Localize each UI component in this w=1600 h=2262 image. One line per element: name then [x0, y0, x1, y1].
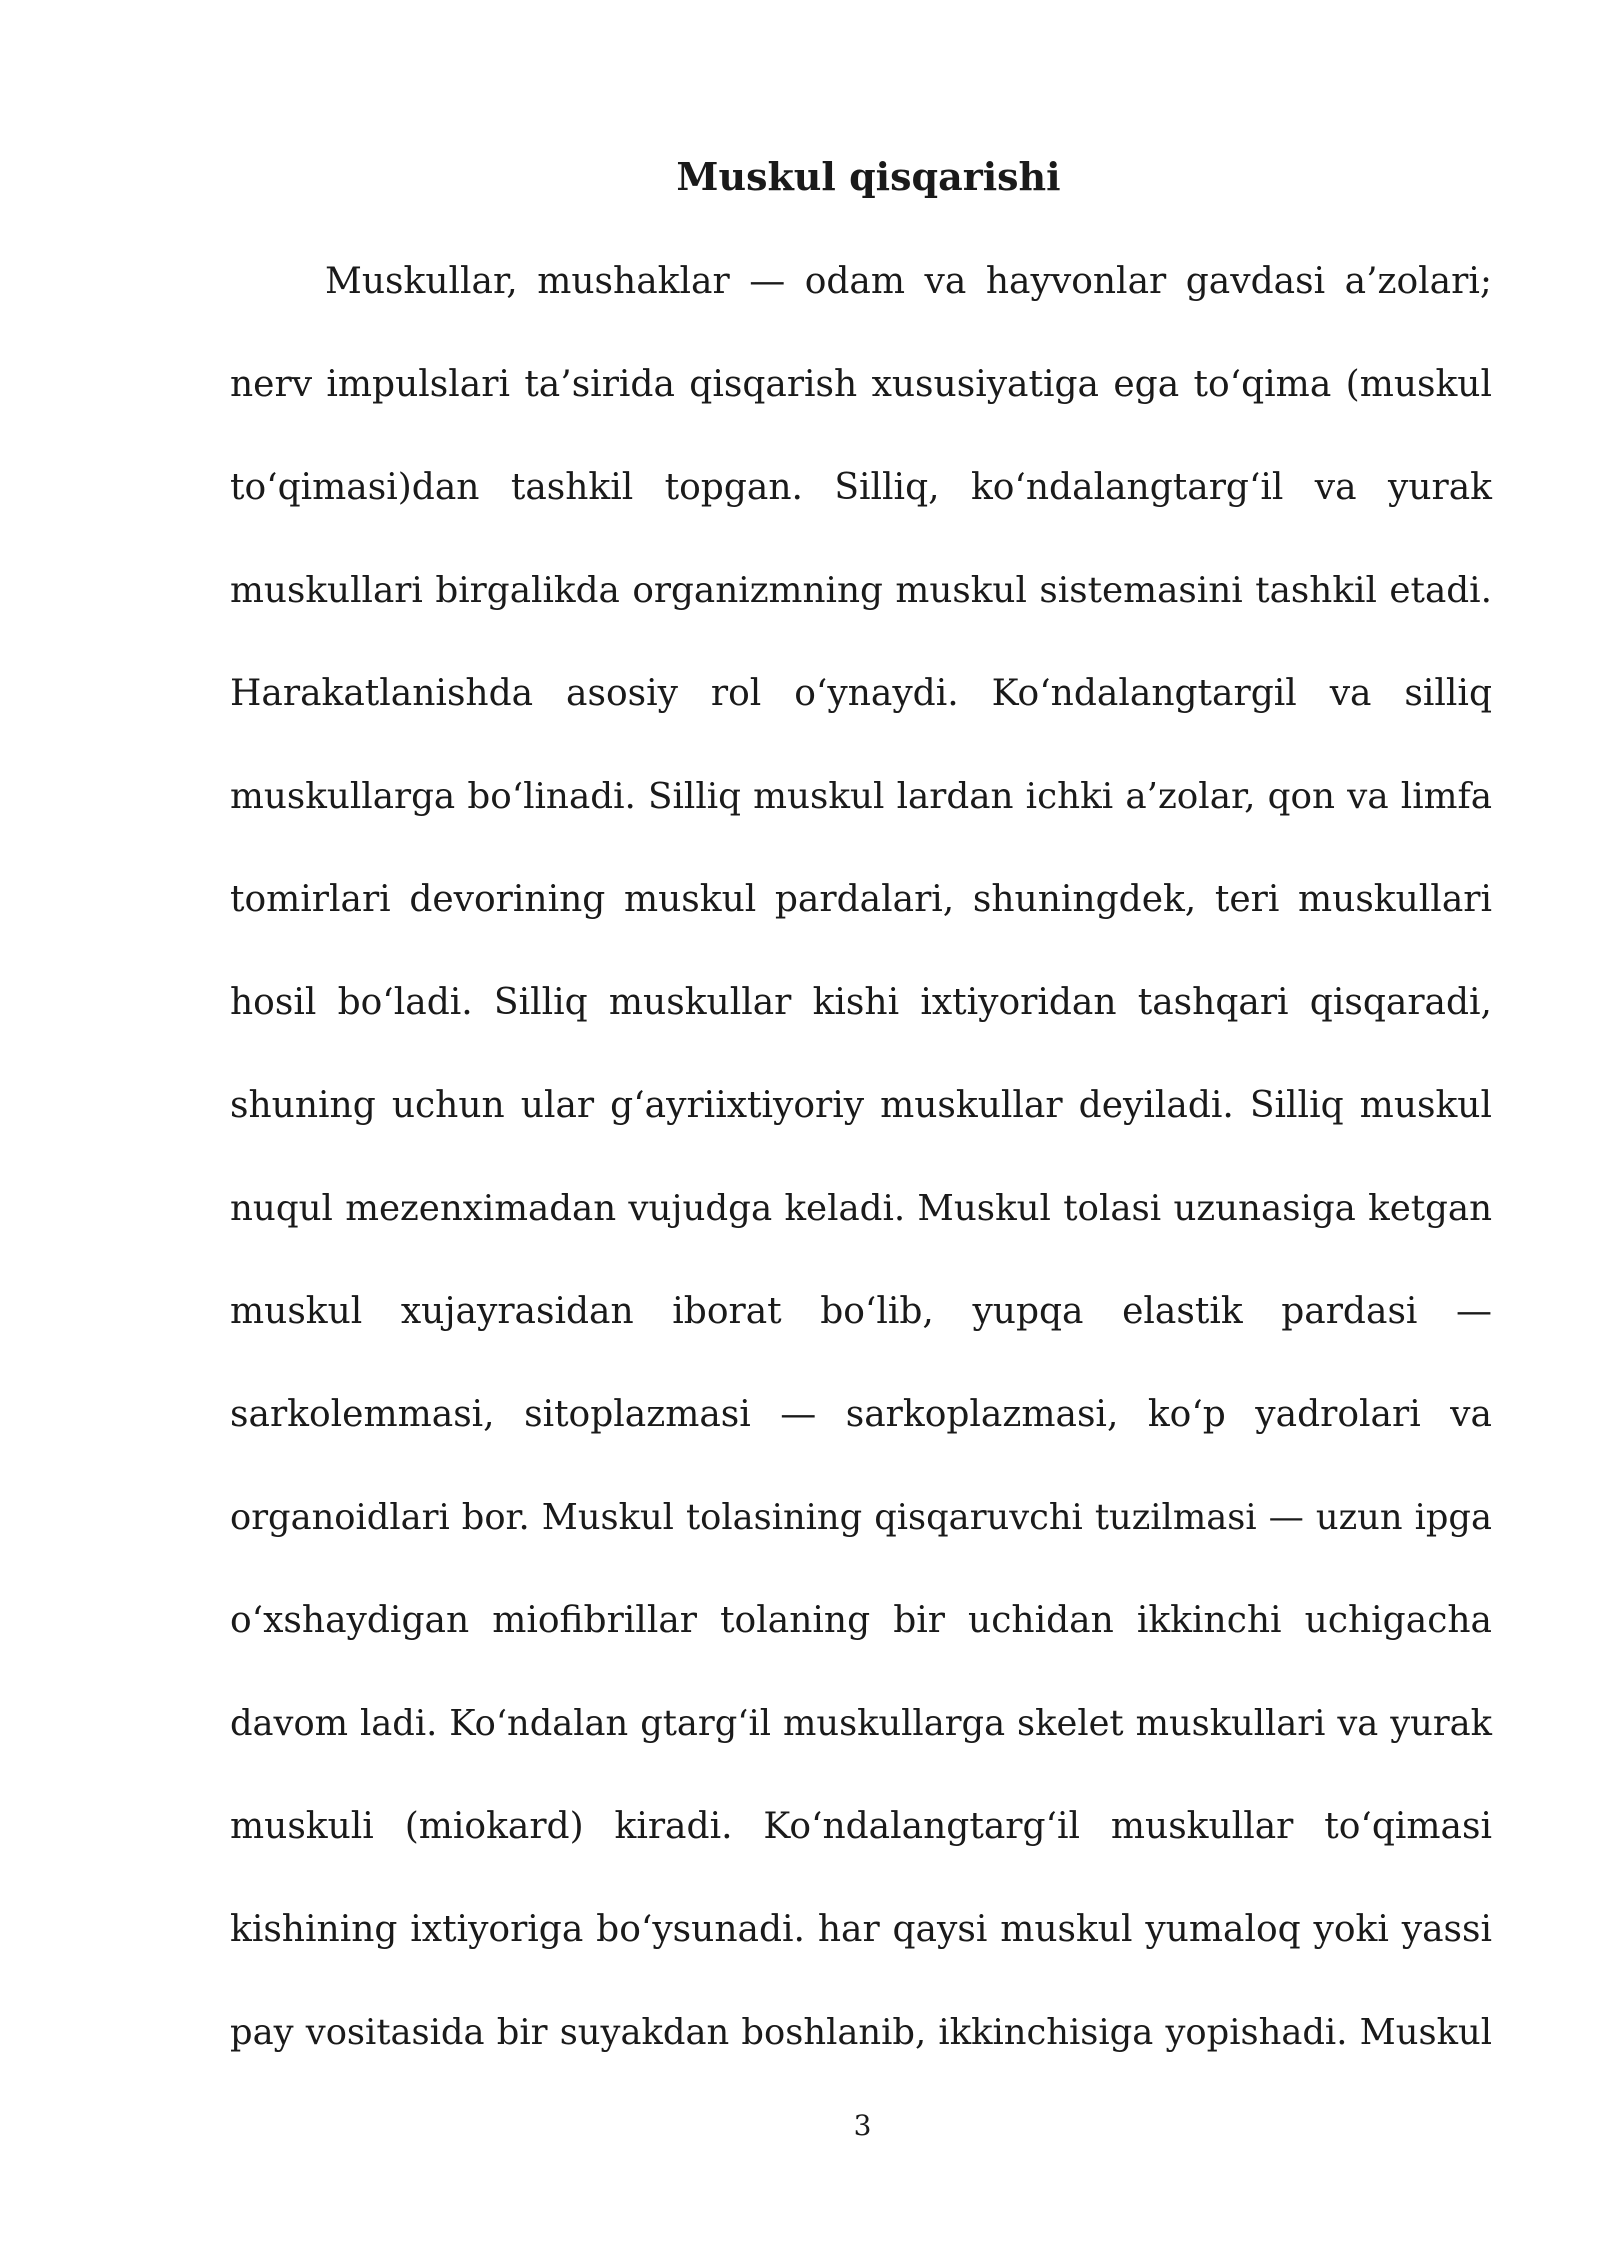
- text-line: muskul xujayrasidan iborat bo‘lib, yupqa elastik pardasi —: [230, 1291, 1492, 1332]
- text-line: o‘xshaydigan miofibrillar tolaning bir uchidan ikkinchi uchigacha: [230, 1600, 1492, 1641]
- text-line: hosil bo‘ladi. Silliq muskullar kishi ixtiyoridan tashqari qisqaradi,: [230, 982, 1492, 1023]
- text-line: organoidlari bor. Muskul tolasining qisqaruvchi tuzilmasi — uzun ipga: [230, 1497, 1492, 1538]
- page-number: 3: [853, 2109, 872, 2142]
- text-line: kishining ixtiyoriga bo‘ysunadi. har qaysi muskul yumaloq yoki yassi: [230, 1909, 1492, 1950]
- text-line: muskullari birgalikda organizmning muskul sistemasini tashkil etadi.: [230, 570, 1492, 611]
- document-title: Muskul qisqarishi: [676, 154, 1061, 199]
- text-line: muskullarga bo‘linadi. Silliq muskul lardan ichki a’zolar, qon va limfa: [230, 776, 1492, 817]
- text-line: pay vositasida bir suyakdan boshlanib, ikkinchisiga yopishadi. Muskul: [230, 2012, 1492, 2053]
- text-line: nerv impulslari ta’sirida qisqarish xususiyatiga ega to‘qima (muskul: [230, 364, 1492, 405]
- text-line: nuqul mezenximadan vujudga keladi. Muskul tolasi uzunasiga ketgan: [230, 1188, 1492, 1229]
- text-line: Muskullar, mushaklar — odam va hayvonlar gavdasi a’zolari;: [325, 261, 1492, 302]
- text-line: to‘qimasi)dan tashkil topgan. Silliq, ko‘ndalangtarg‘il va yurak: [230, 467, 1492, 508]
- text-line: muskuli (miokard) kiradi. Ko‘ndalangtarg‘il muskullar to‘qimasi: [230, 1806, 1492, 1847]
- text-line: Harakatlanishda asosiy rol o‘ynaydi. Ko‘ndalangtargil va silliq: [230, 673, 1492, 714]
- body-paragraph: [230, 254, 1492, 2108]
- text-line: davom ladi. Ko‘ndalan gtarg‘il muskullarga skelet muskullari va yurak: [230, 1703, 1492, 1744]
- text-line: tomirlari devorining muskul pardalari, shuningdek, teri muskullari: [230, 879, 1492, 920]
- text-line: sarkolemmasi, sitoplazmasi — sarkoplazmasi, ko‘p yadrolari va: [230, 1394, 1492, 1435]
- text-line: shuning uchun ular g‘ayriixtiyoriy muskullar deyiladi. Silliq muskul: [230, 1085, 1492, 1126]
